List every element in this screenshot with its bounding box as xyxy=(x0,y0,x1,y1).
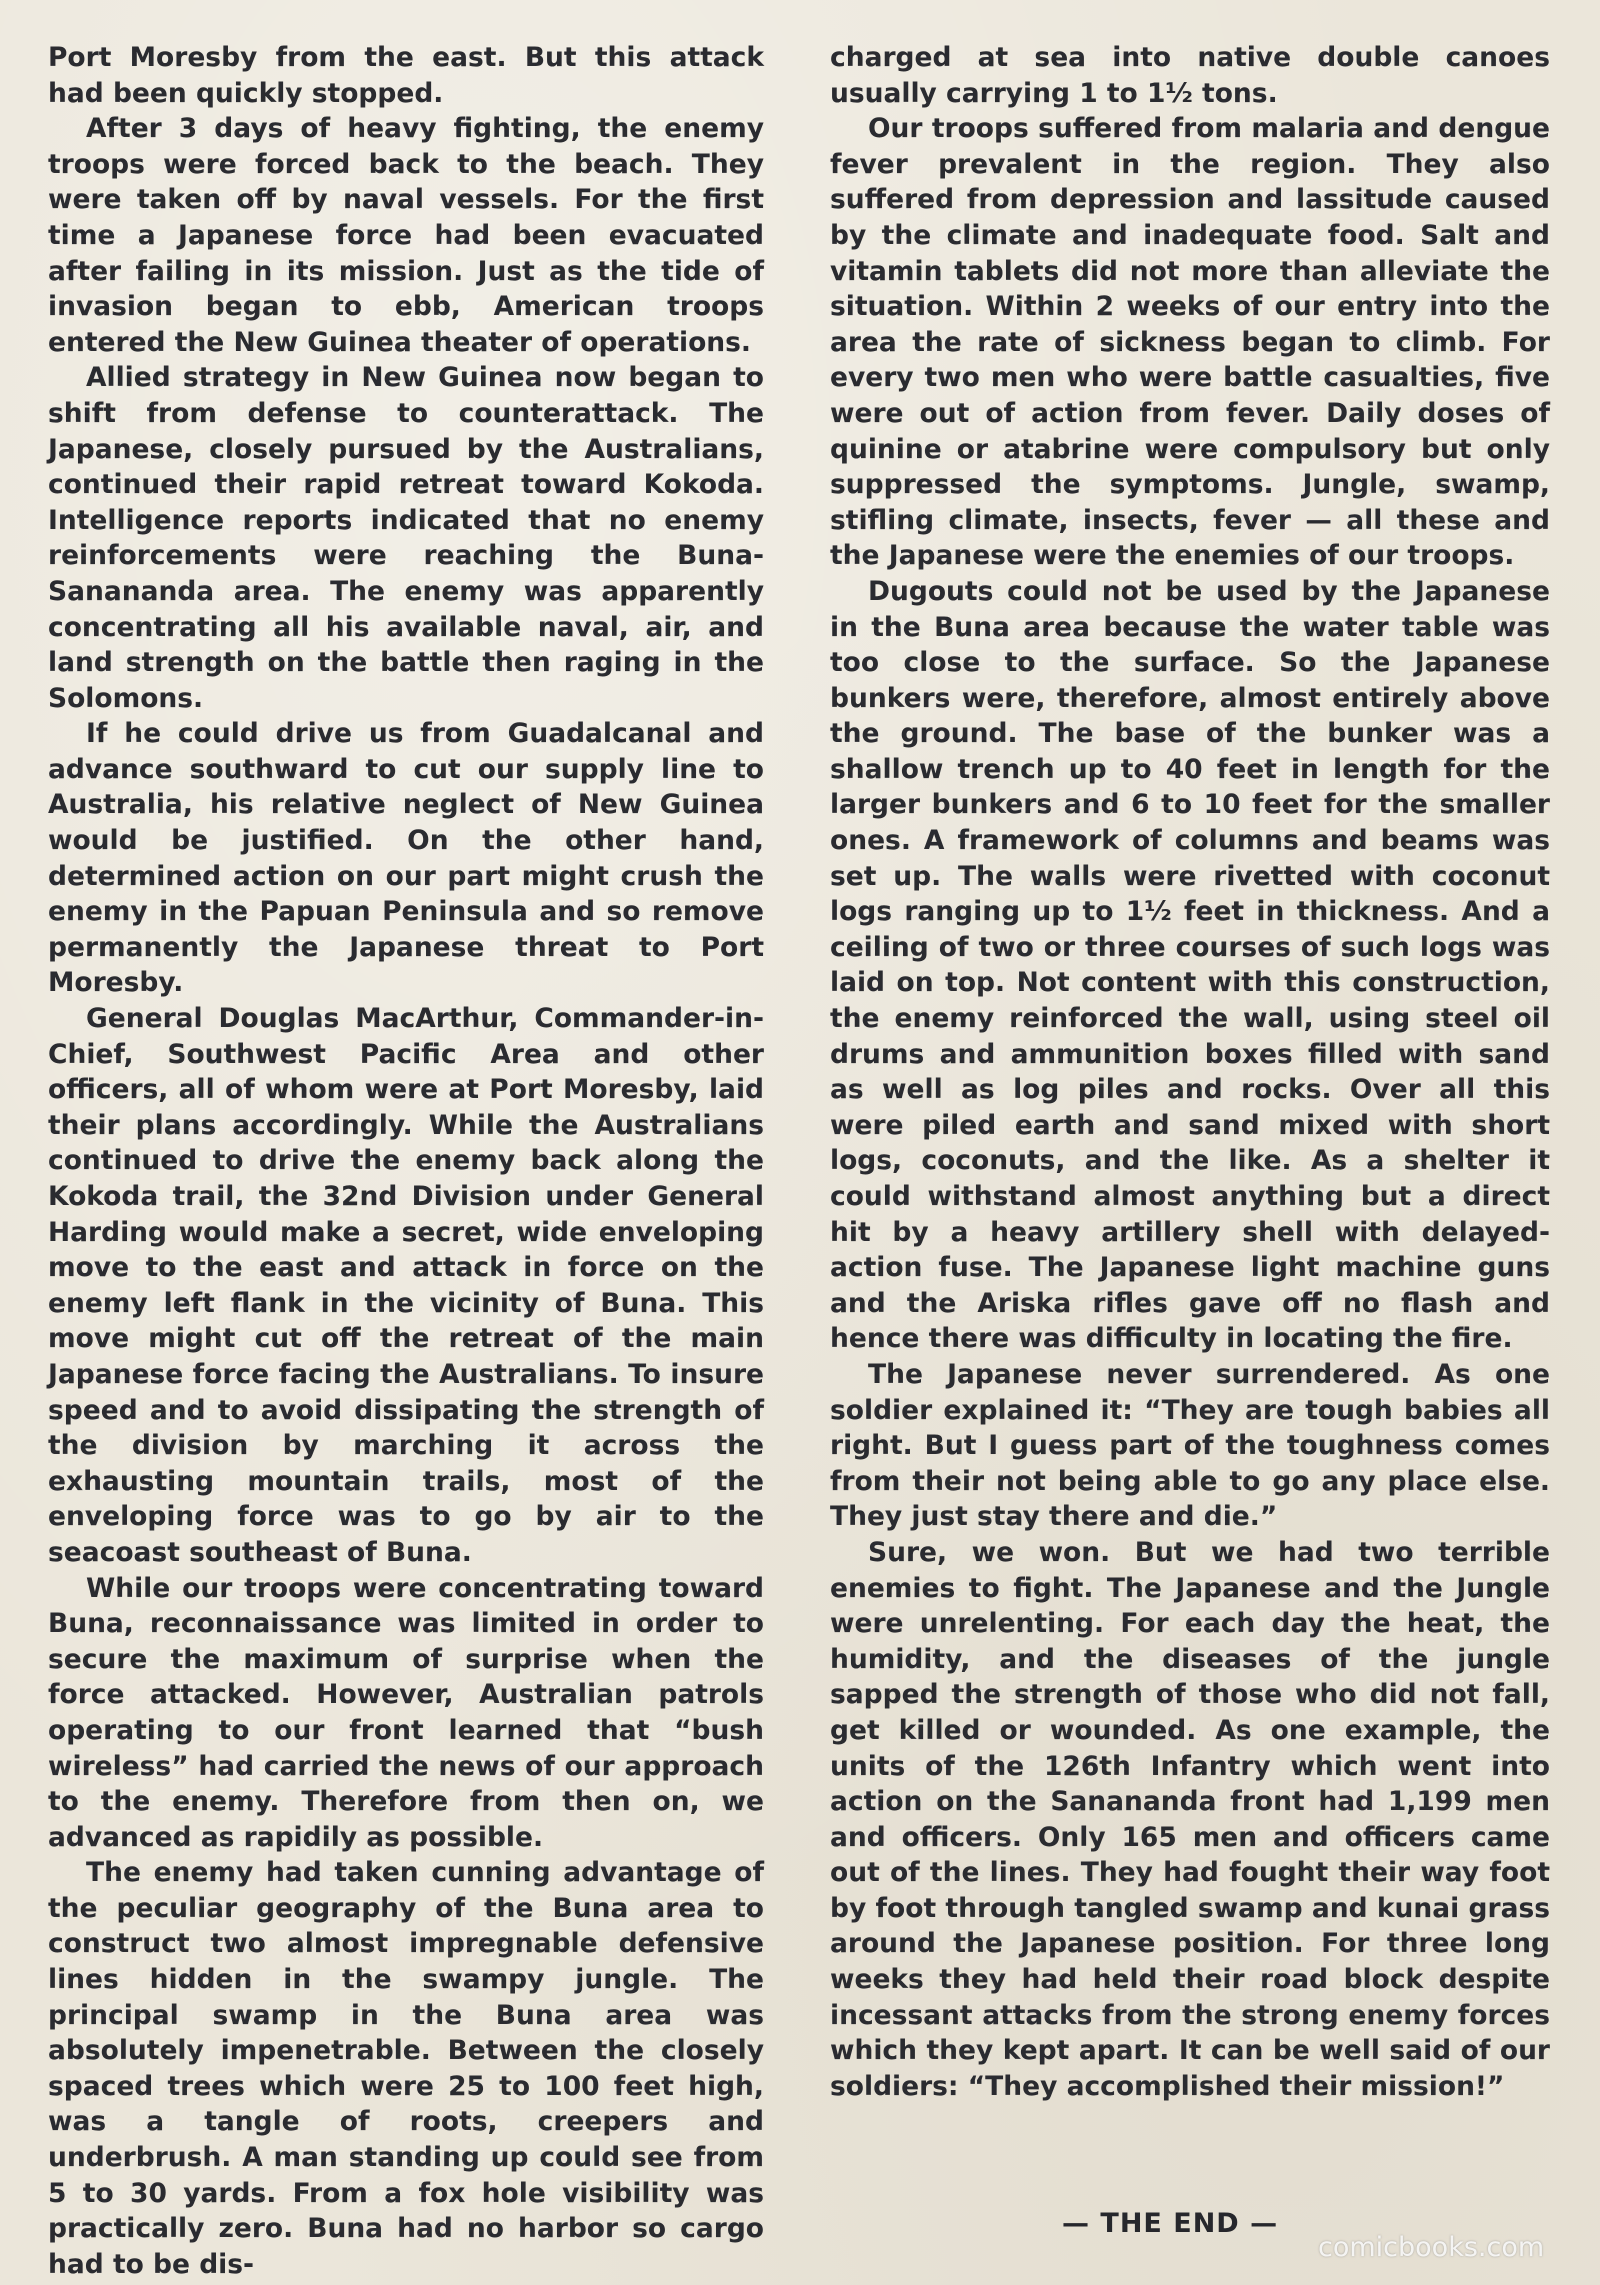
paragraph: After 3 days of heavy fighting, the enemy troops were forced back to the beach. They were taken off by naval vessels. For the first time a Japanese force had been evacuated after failing in its mission. Just as the tide of invasion began to ebb, American troops entered the New Guinea theater of operations. xyxy=(48,113,764,358)
site-watermark: comicbooks.com xyxy=(1318,2232,1545,2263)
paragraph: Allied strategy in New Guinea now began to shift from defense to counterattack. The Japanese, closely pursued by the Australians, continued their rapid retreat toward Kokoda. Intelligence reports indicated that no enemy reinforcements were reaching the Buna-Sanananda area. The enemy was apparently concentrating all his available naval, air, and land strength on the battle then raging in the Solomons. xyxy=(48,362,764,714)
paragraph: Dugouts could not be used by the Japanese in the Buna area because the water table was too close to the surface. So the Japanese bunkers were, therefore, almost entirely above the ground. The base of the bunker was a shallow trench up to 40 feet in length for the larger bunkers and 6 to 10 feet for the smaller ones. A framework of columns and beams was set up. The walls were rivetted with coconut logs ranging up to 1½ feet in thickness. And a ceiling of two or three courses of such logs was laid on top. Not content with this construction, the enemy reinforced the wall, using steel oil drums and ammunition boxes filled with sand as well as log piles and rocks. Over all this were piled earth and sand mixed with short logs, coconuts, and the like. As a shelter it could withstand almost anything but a direct hit by a heavy artillery shell with delayed-action fuse. The Japanese light machine guns and the Ariska rifles gave off no flash and hence there was difficulty in locating the fire. xyxy=(830,575,1550,1355)
paragraph: Our troops suffered from malaria and dengue fever prevalent in the region. They also suffered from depression and lassitude caused by the climate and inadequate food. Salt and vitamin tablets did not more than alleviate the situation. Within 2 weeks of our entry into the area the rate of sickness began to climb. For every two men who were battle casualties, five were out of action from fever. Daily doses of quinine or atabrine were compulsory but only suppressed the symptoms. Jungle, swamp, stifling climate, insects, fever — all these and the Japanese were the enemies of our troops. xyxy=(830,113,1550,572)
paragraph: Port Moresby from the east. But this attack had been quickly stopped. xyxy=(48,42,764,109)
paragraph: The enemy had taken cunning advantage of the peculiar geography of the Buna area to construct two almost impregnable defensive lines hidden in the swampy jungle. The principal swamp in the Buna area was absolutely impenetrable. Between the closely spaced trees which were 25 to 100 feet high, was a tangle of roots, creepers and underbrush. A man standing up could see from 5 to 30 yards. From a fox hole visibility was practically zero. Buna had no harbor so cargo had to be dis- xyxy=(48,1857,764,2280)
paragraph: Sure, we won. But we had two terrible enemies to fight. The Japanese and the Jungle were unrelenting. For each day the heat, the humidity, and the diseases of the jungle sapped the strength of those who did not fall, get killed or wounded. As one example, the units of the 126th Infantry which went into action on the Sanananda front had 1,199 men and officers. Only 165 men and officers came out of the lines. They had fought their way foot by foot through tangled swamp and kunai grass around the Japanese position. For three long weeks they had held their road block despite incessant attacks from the strong enemy forces which they kept apart. It can be well said of our soldiers: “They accomplished their mission!” xyxy=(830,1536,1550,2102)
left-text-column xyxy=(48,40,764,2282)
right-text-column xyxy=(830,40,1550,2104)
paragraph: The Japanese never surrendered. As one soldier explained it: “They are tough babies all right. But I guess part of the toughness comes from their not being able to go any place else. They just stay there and die.” xyxy=(830,1358,1550,1533)
paragraph: If he could drive us from Guadalcanal and advance southward to cut our supply line to Australia, his relative neglect of New Guinea would be justified. On the other hand, determined action on our part might crush the enemy in the Papuan Peninsula and so remove permanently the Japanese threat to Port Moresby. xyxy=(48,718,764,999)
paragraph: General Douglas MacArthur, Commander-in-Chief, Southwest Pacific Area and other officers, all of whom were at Port Moresby, laid their plans accordingly. While the Australians continued to drive the enemy back along the Kokoda trail, the 32nd Division under General Harding would make a secret, wide enveloping move to the east and attack in force on the enemy left flank in the vicinity of Buna. This move might cut off the retreat of the main Japanese force facing the Australians. To insure speed and to avoid dissipating the strength of the division by marching it across the exhausting mountain trails, most of the enveloping force was to go by air to the seacoast southeast of Buna. xyxy=(48,1003,764,1568)
paragraph: While our troops were concentrating toward Buna, reconnaissance was limited in order to secure the maximum of surprise when the force attacked. However, Australian patrols operating to our front learned that “bush wireless” had carried the news of our approach to the enemy. Therefore from then on, we advanced as rapidily as possible. xyxy=(48,1572,764,1853)
the-end-mark: — THE END — xyxy=(1062,2208,1279,2239)
paragraph: charged at sea into native double canoes usually carrying 1 to 1½ tons. xyxy=(830,42,1550,109)
